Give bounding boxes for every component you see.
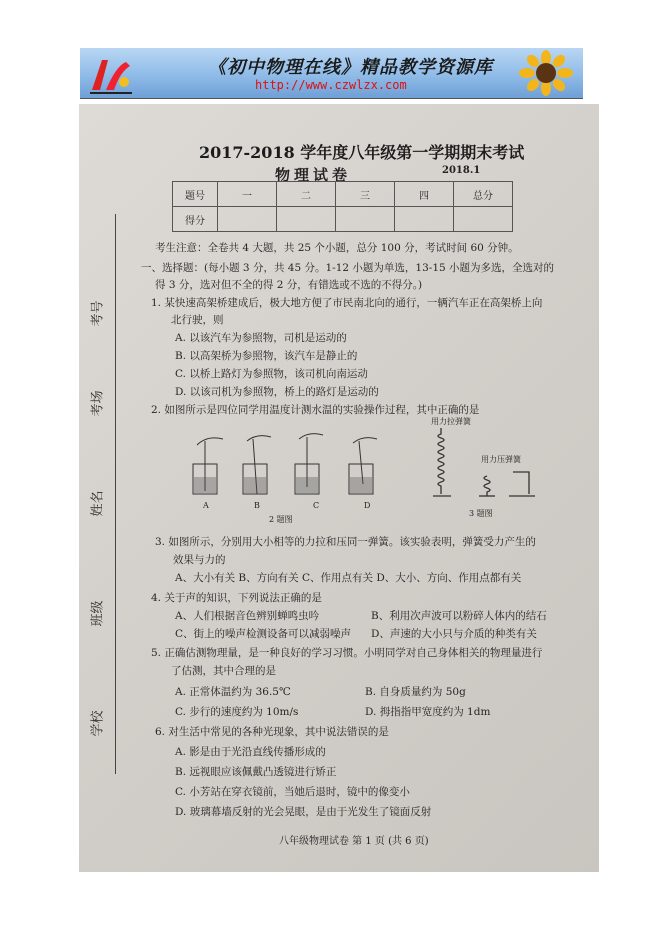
- table-cell: 四: [395, 182, 454, 207]
- header-banner: [80, 48, 583, 98]
- question-1: 1. 某快速高架桥建成后，极大地方便了市民南北向的通行，一辆汽车正在高架桥上向: [151, 297, 543, 309]
- table-cell: 二: [277, 182, 336, 207]
- score-table-row: [173, 182, 513, 207]
- figure-3-caption: 3 题图: [469, 509, 493, 518]
- field-xuexiao: 学校: [90, 710, 106, 737]
- page-footer: 八年级物理试卷 第 1 页 (共 6 页): [279, 836, 429, 847]
- table-cell: [218, 207, 277, 232]
- option-d: D. 以该司机为参照物，桥上的路灯是运动的: [175, 386, 379, 398]
- exam-date: 2018.1: [442, 165, 481, 176]
- section1-instruction: 一、选择题：(每小题 3 分，共 45 分。1-12 小题为单选，13-15 小题为多选，全选对的: [141, 262, 555, 274]
- option-b: B. 远视眼应该佩戴凸透镜进行矫正: [175, 766, 337, 778]
- exam-notice: 考生注意：全卷共 4 大题，共 25 个小题，总分 100 分，考试时间 60 分钟。: [155, 242, 519, 254]
- option-b: B、利用次声波可以粉碎人体内的结石: [371, 610, 547, 622]
- option-a: A. 影是由于光沿直线传播形成的: [175, 746, 326, 758]
- banner-url[interactable]: http://www.czwlzx.com: [255, 78, 407, 92]
- question-6: 6. 对生活中常见的各种光现象，其中说法错误的是: [155, 726, 389, 738]
- figure-2-label: A: [203, 501, 209, 510]
- question-3: 3. 如图所示，分别用大小相等的力拉和压同一弹簧。该实验表明，弹簧受力产生的: [155, 536, 536, 548]
- question-4: 4. 关于声的知识，下列说法正确的是: [151, 592, 322, 604]
- binding-line: [115, 214, 116, 774]
- table-cell: [277, 207, 336, 232]
- option-c: C. 小芳站在穿衣镜前，当她后退时，镜中的像变小: [175, 786, 410, 798]
- option-a: A. 以该汽车为参照物，司机是运动的: [175, 332, 347, 344]
- table-cell: 一: [218, 182, 277, 207]
- option-c: C、街上的噪声检测设备可以减弱噪声: [175, 628, 352, 640]
- sunflower-icon: [519, 50, 573, 96]
- banner-title: 《初中物理在线》精品教学资源库: [208, 57, 493, 78]
- option-b: B. 自身质量约为 50g: [365, 686, 466, 698]
- question-3: 效果与力的: [173, 554, 226, 566]
- question-5: 了估测，其中合理的是: [171, 665, 276, 677]
- option-c: C. 以桥上路灯为参照物，该司机向南运动: [175, 368, 368, 380]
- option-a: A. 正常体温约为 36.5℃: [175, 686, 291, 698]
- table-cell: 总分: [454, 182, 513, 207]
- figure-2-thermometers: [183, 429, 383, 509]
- table-cell: [336, 207, 395, 232]
- section1-instruction: 得 3 分，选对但不全的得 2 分，有错选或不选的不得分。): [155, 279, 423, 291]
- option-b: B. 以高架桥为参照物，该汽车是静止的: [175, 350, 358, 362]
- score-table-row: [173, 207, 513, 232]
- option-c: C. 步行的速度约为 10m/s: [175, 706, 299, 718]
- figure-2-label: B: [254, 501, 260, 510]
- score-table: [172, 181, 513, 232]
- table-cell: 三: [336, 182, 395, 207]
- figure-3-label: 用力拉弹簧: [431, 417, 471, 426]
- table-cell: 得分: [173, 207, 218, 232]
- figure-2-label: C: [313, 501, 320, 510]
- figure-3-label: 用力压弹簧: [481, 455, 521, 464]
- field-kaochang: 考场: [90, 390, 106, 417]
- banner-divider: [80, 98, 583, 99]
- figure-2-label: D: [364, 501, 371, 510]
- question-3-options: A、大小有关 B、方向有关 C、作用点有关 D、大小、方向、作用点都有关: [175, 572, 522, 584]
- field-kaohao: 考号: [90, 300, 106, 327]
- field-xingming: 姓名: [90, 490, 106, 517]
- question-2: 2. 如图所示是四位同学用温度计测水温的实验操作过程，其中正确的是: [151, 404, 480, 416]
- site-logo-icon: [88, 52, 134, 94]
- exam-title: 2017-2018 学年度八年级第一学期期末考试: [199, 143, 525, 162]
- option-d: D. 玻璃幕墙反射的光会晃眼，是由于光发生了镜面反射: [175, 806, 432, 818]
- exam-subtitle: 物理试卷: [275, 166, 352, 184]
- option-d: D. 拇指指甲宽度约为 1dm: [365, 706, 491, 718]
- option-a: A、人们根据音色辨别蝉鸣虫吟: [175, 610, 320, 622]
- table-cell: [454, 207, 513, 232]
- option-d: D、声速的大小只与介质的种类有关: [371, 628, 537, 640]
- table-cell: 题号: [173, 182, 218, 207]
- figure-2-caption: 2 题图: [269, 515, 293, 524]
- question-1: 北行驶，则: [171, 314, 224, 326]
- field-banji: 班级: [90, 600, 106, 627]
- exam-paper: [79, 104, 599, 872]
- question-5: 5. 正确估测物理量，是一种良好的学习习惯。小明同学对自己身体相关的物理量进行: [151, 647, 543, 659]
- table-cell: [395, 207, 454, 232]
